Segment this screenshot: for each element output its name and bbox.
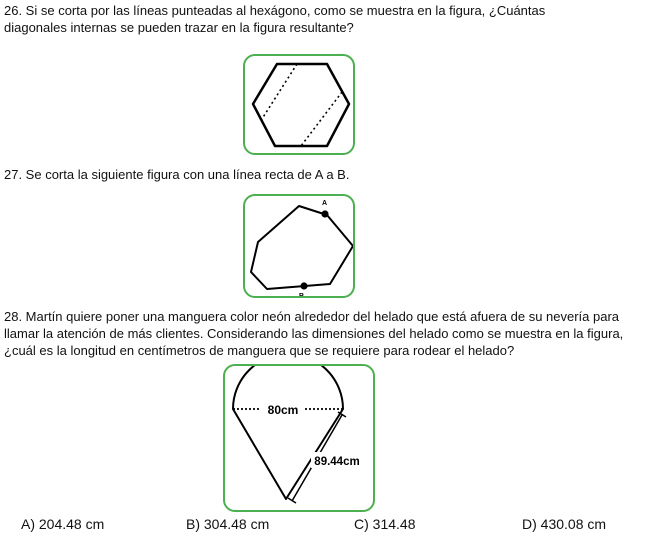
question-26-line-2: diagonales internas se pueden trazar en la figura resultante? [4,20,354,35]
label-a: A [322,200,328,207]
question-26-line-1: 26. Si se corta por las líneas punteadas al hexágono, como se muestra en la figura, ¿Cuántas [4,3,546,18]
question-27-text: 27. Se corta la siguiente figura con una línea recta de A a B. [4,167,350,182]
answer-c-label: C) 314.48 [354,516,416,532]
answer-c[interactable] [354,516,415,532]
answer-a[interactable] [21,516,104,532]
answer-d[interactable] [522,516,606,532]
answer-b-label: B) 304.48 cm [186,516,270,532]
question-28-line-2: llamar la atención de más clientes. Considerando las dimensiones del helado como se muestra en la figura, [4,326,624,341]
point-b [300,282,307,289]
point-a [321,210,328,217]
question-28-line-3: ¿cuál es la longitud en centímetros de manguera que se requiere para rodear el helado? [4,343,515,358]
side-label: 89.44cm [314,456,360,468]
polygon-shape [251,206,353,289]
label-b: B [299,293,305,300]
ice-cream-outline [233,366,343,499]
answer-d-label: D) 430.08 cm [522,516,607,532]
answer-a-label: A) 204.48 cm [21,516,105,532]
question-28-line-1: 28. Martín quiere poner una manguera color neón alrededor del helado que está afuera de su nevería para [4,309,620,324]
hexagon-shape [253,64,349,146]
answer-b[interactable] [186,516,269,532]
cut-line-2 [301,92,342,146]
diameter-label: 80cm [267,403,299,417]
polygon-figure [243,194,355,298]
hexagon-figure [243,54,355,155]
ice-cream-figure [223,364,375,512]
cut-line-1 [260,64,297,122]
